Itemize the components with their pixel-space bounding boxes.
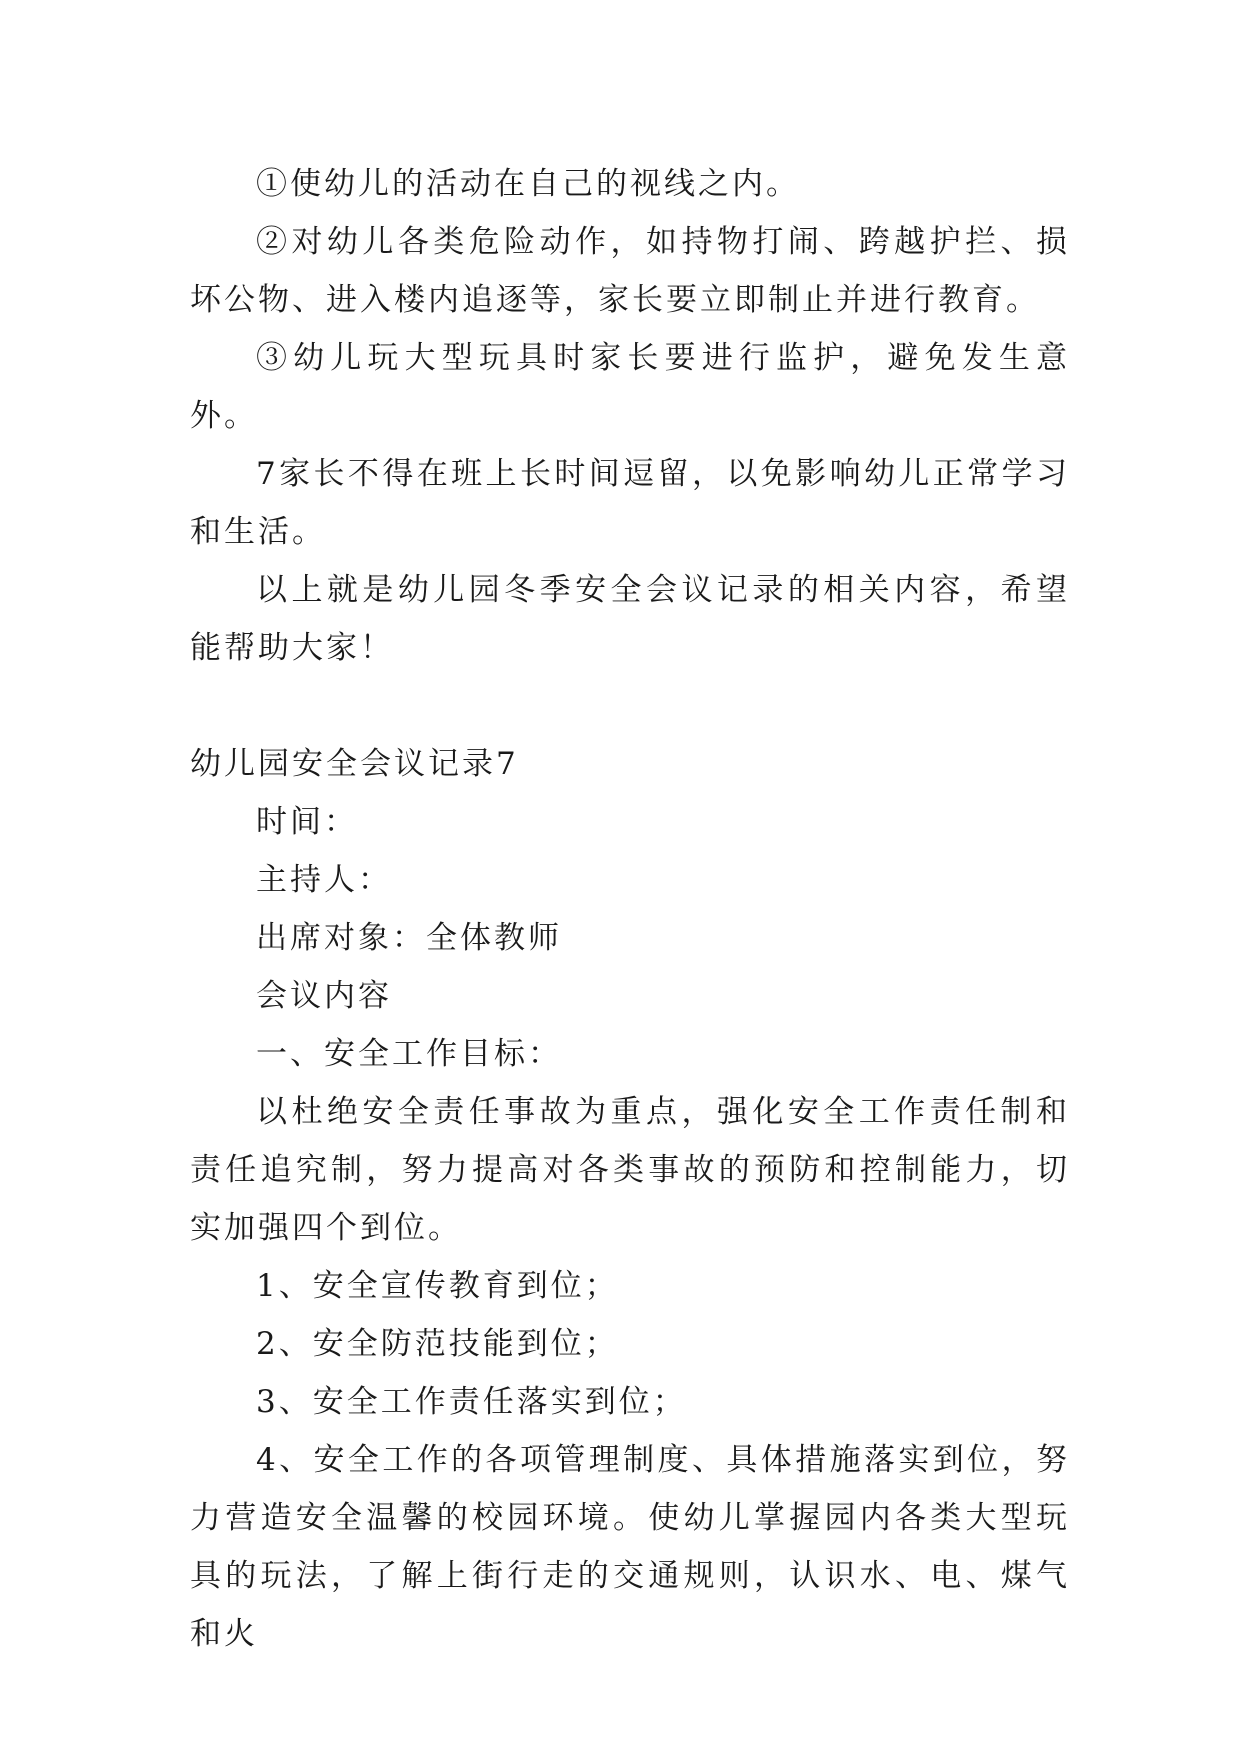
goal-paragraph: 以杜绝安全责任事故为重点，强化安全工作责任制和责任追究制，努力提高对各类事故的预防和控制能力，切实加强四个到位。 xyxy=(190,1094,1070,1246)
section-gap xyxy=(190,677,1070,735)
goal-heading: 一、安全工作目标： xyxy=(256,1036,562,1072)
goal-list-item-4: 4、安全工作的各项管理制度、具体措施落实到位，努力营造安全温馨的校园环境。使幼儿掌握园内各类大型玩具的玩法，了解上街行走的交通规则，认识水、电、煤气和火 xyxy=(190,1442,1070,1652)
goal-list-item-1: 1、安全宣传教育到位； xyxy=(256,1268,619,1304)
meeting-time: 时间： xyxy=(256,804,358,840)
paragraph-supervision-3: ③幼儿玩大型玩具时家长要进行监护，避免发生意外。 xyxy=(190,340,1070,434)
goal-list-item-3: 3、安全工作责任落实到位； xyxy=(256,1384,687,1420)
meeting-attendees: 出席对象：全体教师 xyxy=(256,920,562,956)
goal-list-item-2: 2、安全防范技能到位； xyxy=(256,1326,619,1362)
meeting-host: 主持人： xyxy=(256,862,392,898)
paragraph-supervision-2: ②对幼儿各类危险动作，如持物打闹、跨越护拦、损坏公物、进入楼内追逐等，家长要立即制止并进行教育。 xyxy=(190,224,1070,318)
section-title: 幼儿园安全会议记录7 xyxy=(190,746,519,782)
paragraph-supervision-1: ①使幼儿的活动在自己的视线之内。 xyxy=(256,166,800,202)
paragraph-closing: 以上就是幼儿园冬季安全会议记录的相关内容，希望能帮助大家！ xyxy=(190,572,1070,666)
meeting-content-heading: 会议内容 xyxy=(256,978,392,1014)
paragraph-rule-7: 7家长不得在班上长时间逗留，以免影响幼儿正常学习和生活。 xyxy=(190,456,1070,550)
document-body xyxy=(190,155,1070,1663)
